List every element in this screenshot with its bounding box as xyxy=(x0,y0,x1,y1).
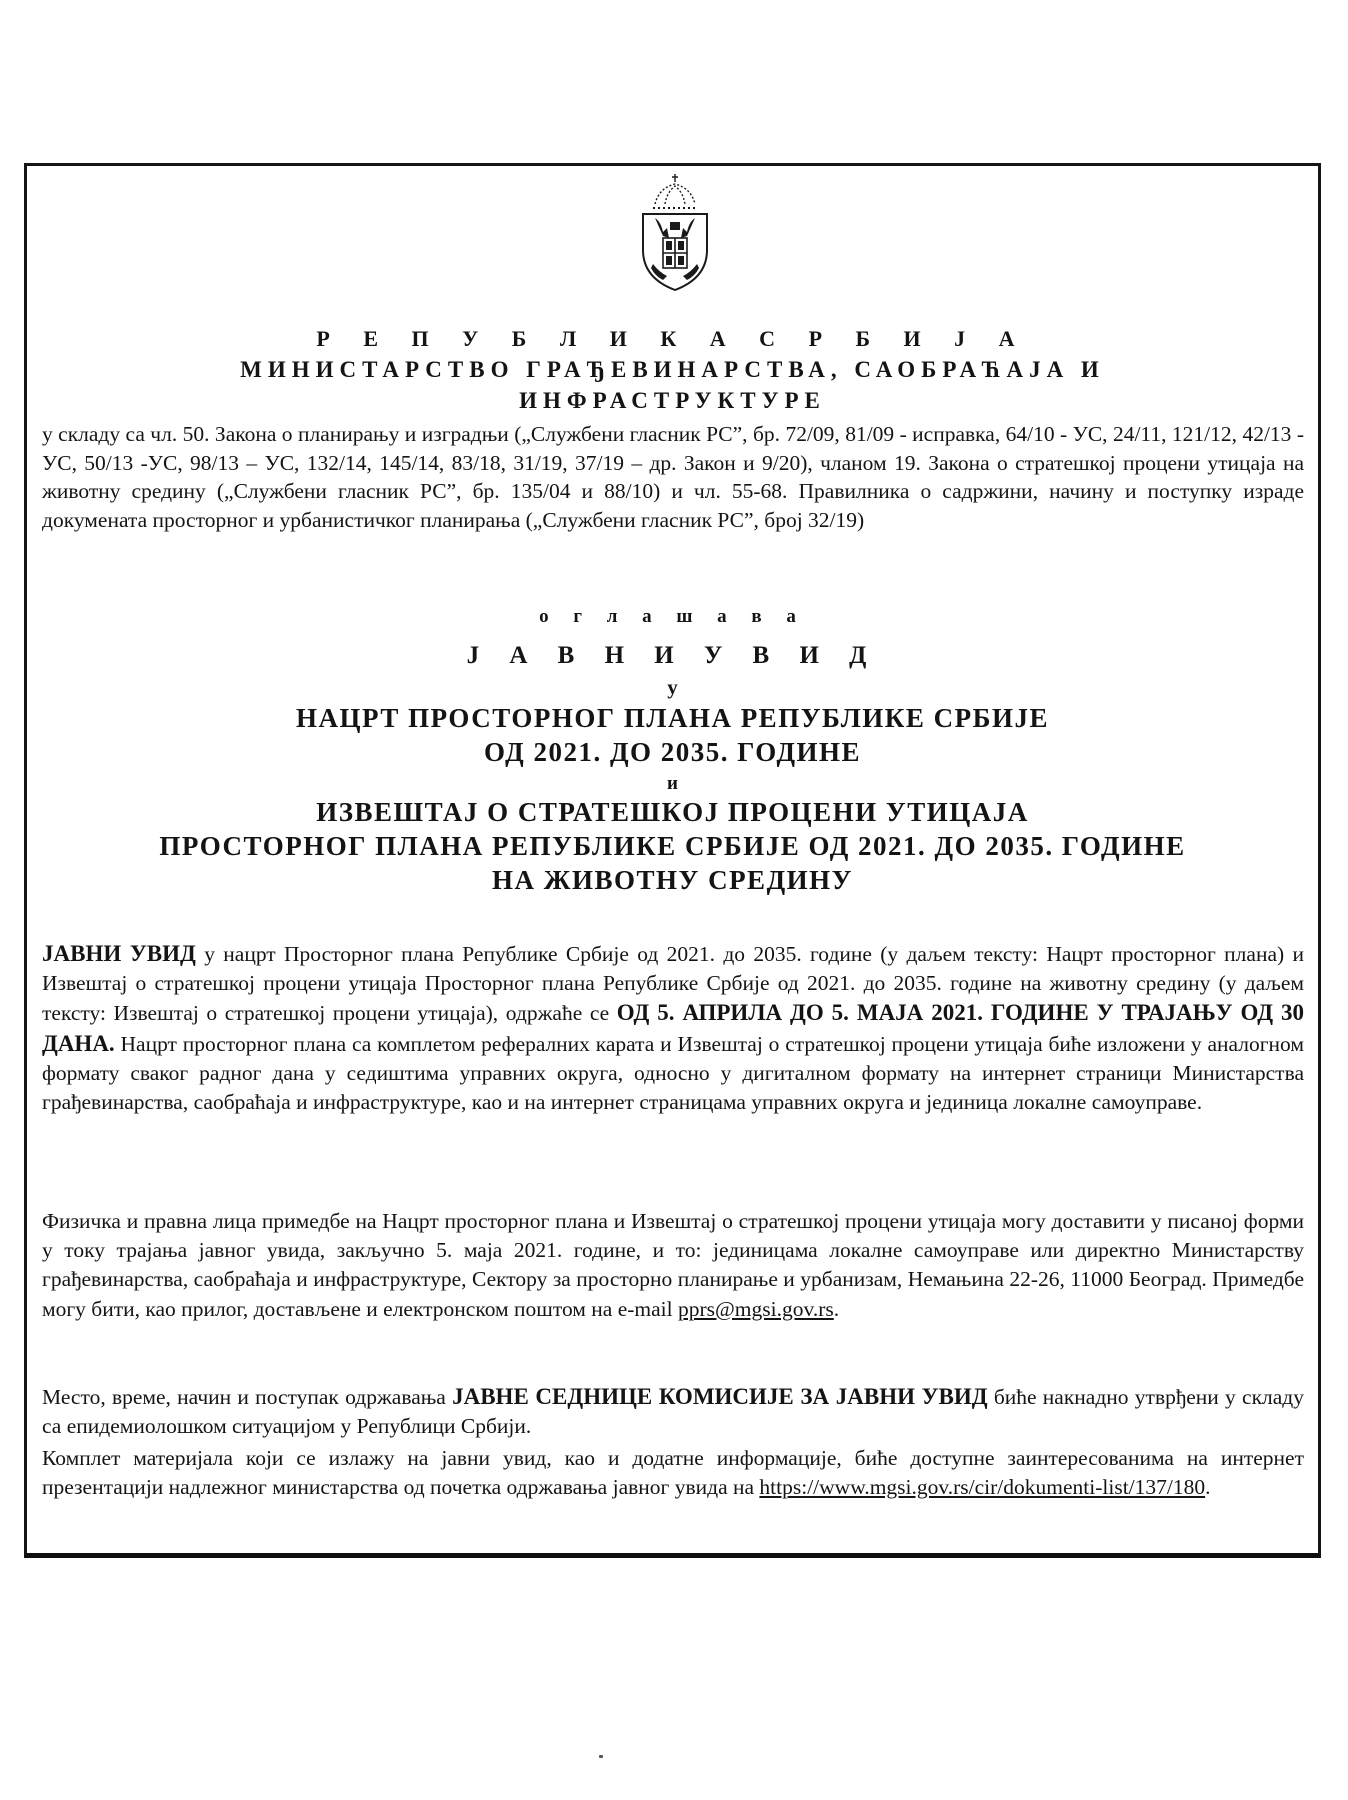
bold-public-review: ЈАВНИ УВИД xyxy=(42,941,196,966)
legal-basis-paragraph: у складу са чл. 50. Закона о планирању и изградњи („Службени гласник РС”, бр. 72/09, 81/09 - исправка, 64/10 - УС, 24/11, 121/12, 42/13 - УС, 50/13 -УС, 98/13 – УС, 132/14, 145/14, 83/18, 31/19, 37/19 – др. Закон и 9/20), чланом 19. Закона о стратешкој процени утицаја на животну средину („Службени гласник РС”, бр. 135/04 и 88/10) и чл. 55-68. Правилника о садржини, начину и поступку израде докумената просторног и урбанистичког планирања („Службени гласник РС”, број 32/19) xyxy=(42,422,1304,532)
announcement-preposition: у xyxy=(667,675,678,699)
ministry-name-line1: МИНИСТАРСТВО ГРАЂЕВИНАРСТВА, САОБРАЋАЈА И xyxy=(240,357,1105,382)
paragraph-public-session xyxy=(42,1382,1304,1441)
materials-url-link[interactable]: https://www.mgsi.gov.rs/cir/dokumenti-list/137/180 xyxy=(759,1475,1206,1500)
report-title-line1: ИЗВЕШТАЈ О СТРАТЕШКОЈ ПРОЦЕНИ УТИЦАЈА xyxy=(316,797,1029,827)
p2-text: Физичка и правна лица примедбе на Нацрт просторног плана и Извештај о стратешкој процени утицаја могу доставити у писаној форми у току трајања јавног увида, закључно 5. маја 2021. године, и то: јединицама локалне самоуправе или директно Министарству грађевинарства, саобраћаја и инфраструктуре, Сектору за просторно планирање и урбанизам, Немањина 22-26, 11000 Београд. Примедбе могу бити, као прилог, достављене и електронском поштом на e-mail xyxy=(42,1209,1304,1321)
country-name: Р Е П У Б Л И К А С Р Б И Ј А xyxy=(316,326,1029,351)
plan-title-line2: ОД 2021. ДО 2035. ГОДИНЕ xyxy=(483,737,862,767)
plan-title-line1: НАЦРТ ПРОСТОРНОГ ПЛАНА РЕПУБЛИКЕ СРБИЈЕ xyxy=(296,703,1049,733)
p4-end: . xyxy=(1205,1475,1211,1500)
report-title-line2: ПРОСТОРНОГ ПЛАНА РЕПУБЛИКЕ СРБИЈЕ ОД 2021. ДО 2035. ГОДИНЕ xyxy=(159,831,1186,861)
paragraph-materials-available xyxy=(42,1444,1304,1502)
p1-text-b: Нацрт просторног плана са комплетом реферaлних карата и Извештај о стратешкој процени утицаја биће изложени у аналогном формату сваког радног дана у седиштима управних округа, односно у дигиталном формату на интернет страници Министарства грађевинарства, саобраћаја и инфраструктуре, као и на интернет страницама управних округа и јединица локалне самоуправе. xyxy=(42,1031,1304,1115)
scan-speck xyxy=(599,1755,603,1758)
paragraph-submit-comments xyxy=(42,1207,1304,1324)
p1-text-a: у нацрт Просторног плана Републике Србије од 2021. до 2035. године (у даљем тексту: Нацрт просторног плана) и Извештај о стратешкој процени утицаја Просторног плана Републике Србије од 2021. до 2035. године на животну средину (у даљем тексту: Извештај о стратешкој процени утицаја), одржаће се xyxy=(42,942,1304,1026)
crown-arches xyxy=(655,184,695,204)
announcement-verb: о г л а ш а в а xyxy=(539,606,806,627)
paragraph-public-review-dates xyxy=(42,939,1304,1117)
announcement-conjunction: и xyxy=(667,773,678,794)
serbia-coat-of-arms-icon xyxy=(633,172,717,294)
p3-text-a: Место, време, начин и поступак одржавања xyxy=(42,1385,453,1409)
bold-review-dates: ОД 5. АПРИЛА ДО 5. МАЈА 2021. ГОДИНЕ У ТРАЈАЊУ ОД 30 ДАНА. xyxy=(42,1000,1304,1056)
bold-public-session: ЈАВНЕ СЕДНИЦЕ КОМИСИЈЕ ЗА ЈАВНИ УВИД xyxy=(452,1384,988,1409)
email-link[interactable]: pprs@mgsi.gov.rs xyxy=(677,1296,834,1321)
p4-text: Комплет материјала који се излажу на јавни увид, као и додатне информације, биће доступне заинтересованима на интернет презентацији надлежног министарства од почетка одржавања јавног увида на xyxy=(42,1446,1304,1500)
crown-cross xyxy=(672,174,678,182)
announcement-title: Ј А В Н И У В И Д xyxy=(466,642,879,669)
ministry-name-line2: ИНФРАСТРУКТУРЕ xyxy=(519,388,826,413)
report-title-line3: НА ЖИВОТНУ СРЕДИНУ xyxy=(492,865,853,895)
p3-text-b: биће накнадно утврђени у складу са епидемиолошком ситуацијом у Републици Србији. xyxy=(42,1385,1304,1439)
p2-end: . xyxy=(833,1296,840,1321)
